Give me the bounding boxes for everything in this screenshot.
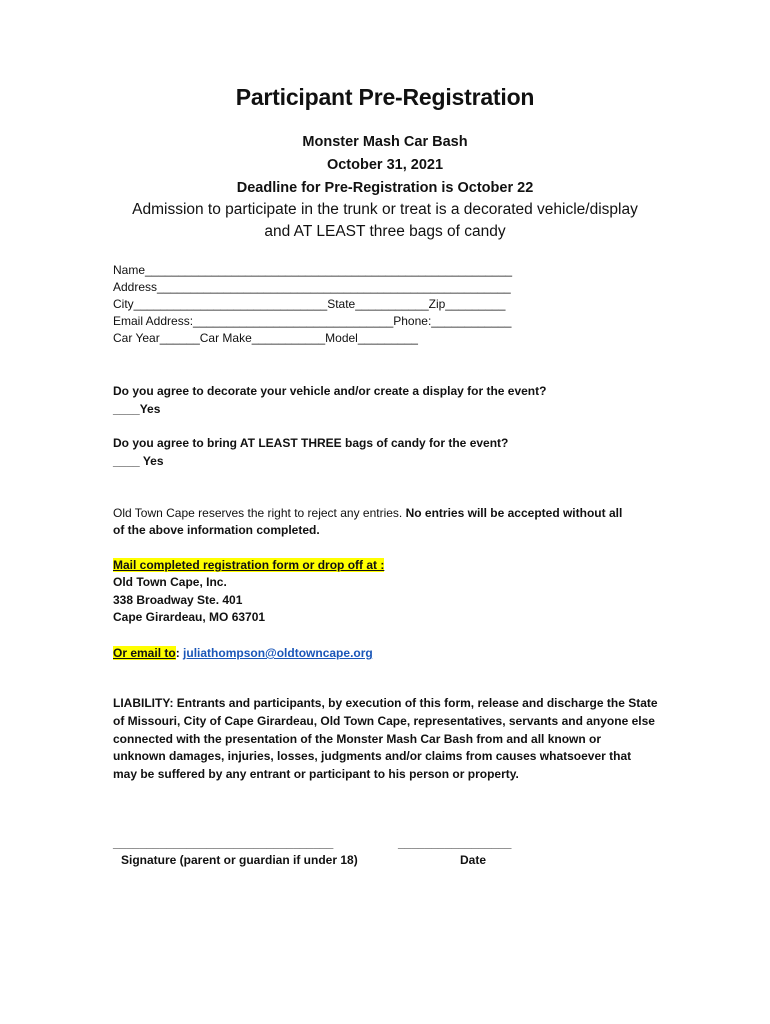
deadline-notice: Deadline for Pre-Registration is October 22 [236,180,534,196]
liability-line-4: unknown damages, injuries, losses, judgments and/or claims from causes whatsoever that [113,749,632,763]
event-date: October 31, 2021 [326,157,444,173]
date-label: Date [460,853,487,867]
reject-notice-line-2: of the above information completed. [113,523,320,537]
email-label: Or email to [113,646,176,660]
admission-line-2: and AT LEAST three bags of candy [264,223,506,240]
mail-heading-highlight: Mail completed registration form or drop off at : [113,558,385,572]
email-link[interactable]: juliathompson@oldtowncape.org [183,646,373,660]
question-decorate: Do you agree to decorate your vehicle and/or create a display for the event? [113,384,547,398]
email-line [113,645,373,662]
email-phone-field[interactable]: Email Address:______________________________Phone:____________ [113,314,512,328]
address-field[interactable]: Address_____________________________________________________ [113,280,511,294]
event-name: Monster Mash Car Bash [302,134,468,150]
date-line[interactable]: _________________ [398,836,512,850]
reject-bold-text: No entries will be accepted without all [405,506,623,520]
mail-street: 338 Broadway Ste. 401 [113,593,243,607]
signature-label: Signature (parent or guardian if under 18) [121,853,358,867]
answer-decorate-yes[interactable]: ____Yes [113,402,161,416]
question-candy: Do you agree to bring AT LEAST THREE bags of candy for the event? [113,436,509,450]
name-field[interactable]: Name_______________________________________________________ [113,263,513,277]
admission-line-1: Admission to participate in the trunk or treat is a decorated vehicle/display [132,201,638,218]
liability-line-5: may be suffered by any entrant or participant to his person or property. [113,767,519,781]
mail-city: Cape Girardeau, MO 63701 [113,610,266,624]
mail-org: Old Town Cape, Inc. [113,575,227,589]
mail-heading [113,557,384,574]
reject-notice-line-1 [113,505,622,522]
liability-line-1: LIABILITY: Entrants and participants, by execution of this form, release and discharge the State [113,696,658,710]
liability-line-3: connected with the presentation of the Monster Mash Car Bash from and all known or [113,732,602,746]
city-state-zip-field[interactable]: City_____________________________State___________Zip_________ [113,297,506,311]
liability-line-2: of Missouri, City of Cape Girardeau, Old Town Cape, representatives, servants and anyone else [113,714,655,728]
signature-line[interactable]: _________________________________ [113,836,334,850]
page-title: Participant Pre-Registration [235,84,535,110]
reject-text: Old Town Cape reserves the right to reject any entries. [113,506,406,520]
email-colon: : [175,646,184,660]
car-info-field[interactable]: Car Year______Car Make___________Model_________ [113,331,418,345]
answer-candy-yes[interactable]: ____ Yes [113,454,164,468]
